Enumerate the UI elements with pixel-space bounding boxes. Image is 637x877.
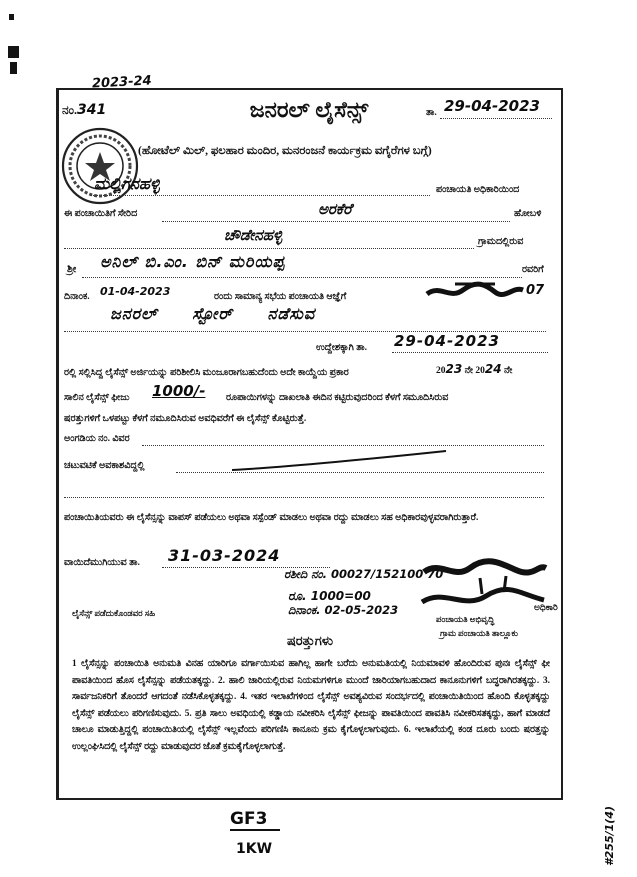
year-from-prefix: 20 (436, 366, 446, 376)
binding-mark (10, 62, 17, 74)
expiry-label: ವಾಯಿದೆಮುಗಿಯುವ ತಾ. (64, 558, 140, 568)
grant-text: ಷರತ್ತುಗಳಿಗೆ ಒಳಪಟ್ಟು ಕೆಳಗೆ ನಮೂದಿಸಿರುವ ಅವಧಿವರೆಗೆ ಈ ಲೈಸೆನ್ಸ್ ಕೊಟ್ಟಿರುತ್ತೆ. (64, 414, 307, 424)
office-code: GF3 (230, 810, 280, 831)
authority-text: ಪಂಚಾಯಿತಿಯವರು ಈ ಲೈಸೆನ್ಸನ್ನು ವಾಪಸ್ ಪಡೆಯಲು ಅಥವಾ ಸಸ್ಪೆಂಡ್ ಮಾಡಲು ಅಥವಾ ರದ್ದು ಮಾಡಲು ಸಹ ಅಧಿಕಾರವುಳ್ಳವರಾಗಿರುತ್ತಾರೆ. (64, 513, 479, 523)
number-label: ನಂ. (62, 103, 77, 117)
shop-label: ಅಂಗಡಿಯ ನಂ. ವಿವರ (64, 434, 130, 444)
business-purpose: ಜನರಲ್ ಸ್ಟೋರ್ ನಡೆಸುವ (110, 304, 316, 323)
year-from: 23 (445, 362, 463, 376)
office-seal (60, 126, 140, 206)
fee-label: ಸಾಲಿನ ಲೈಸೆನ್ಸ್ ಫೀಜು (64, 393, 130, 403)
stamp-line: ಗ್ರಾಮ ಪಂಚಾಯತಿ ತಾಲ್ಲೂಕು (440, 628, 518, 638)
application-date-rule (392, 352, 548, 353)
belonging-label: ಈ ಪಂಚಾಯಿತಿಗೆ ಸೇರಿದ (64, 209, 138, 219)
village-label: ಗ್ರಾಮದಲ್ಲಿರುವ (478, 237, 524, 247)
receipt-number: ರಶೀದಿ ನಂ. 00027/152100 70 (284, 567, 444, 581)
meeting-text: ರಂದು ಸಾಮಾನ್ಯ ಸಭೆಯ ಪಂಚಾಯತಿ ಆಜ್ಞೆಗೆ (214, 292, 347, 302)
hobli-rule (162, 221, 510, 222)
licensee-rule (82, 277, 522, 278)
expiry-date: 31-03-2024 (168, 546, 281, 565)
hobli-label: ಹೋಬಳಿ (514, 209, 542, 219)
conditions-heading: ಷರತ್ತುಗಳು (286, 633, 334, 648)
shop-rule (142, 445, 544, 446)
year-separator: ನೇ 20 (464, 366, 485, 376)
application-date: 29-04-2023 (394, 332, 500, 350)
shri-label: ಶ್ರೀ (67, 264, 77, 275)
margin-note: #255/1(4) (603, 806, 616, 866)
application-text: ರಲ್ಲಿ ಸಲ್ಲಿಸಿದ್ದ ಲೈಸೆನ್ಸ್ ಅರ್ಜಿಯನ್ನು ಪರಿಶೀಲಿಸಿ ಮಂಜೂರಾಗಬಹುದೆಂದು ಅದೇ ಕಾಯ್ದೆಯ ಪ್ರಕಾರ (64, 368, 349, 378)
meeting-date: 01-04-2023 (100, 285, 171, 298)
panchayat-officer-label: ಪಂಚಾಯತಿ ಅಧಿಕಾರಿಯಿಂದ (436, 185, 520, 195)
year-to: 24 (484, 362, 502, 376)
year-note: 2023-24 (91, 73, 152, 92)
office-sub: 1KW (236, 841, 273, 857)
issue-date-rule (440, 118, 552, 119)
panchayat-name: ಮಲ್ಲಿಗನಹಳ್ಳಿ (94, 174, 160, 193)
subtitle: (ಹೋಟೆಲ್ ಮಿಲ್, ಫಲಹಾರ ಮಂದಿರ, ಮನರಂಜನೆ ಕಾರ್ಯಕ್ರಮ ವಗೈರೆಗಳ ಬಗ್ಗೆ) (138, 145, 432, 157)
licensee-signature-label: ಲೈಸೆನ್ಸ್ ಪಡೆದುಕೊಂಡವರ ಸಹಿ (72, 608, 156, 618)
village-name: ಚೌಡೇನಹಳ್ಳಿ (224, 226, 283, 244)
panchayat-rule (90, 195, 430, 196)
activity-label: ಚಟುವಟಿಕೆ ಅವಕಾಶವಿದ್ದಲ್ಲಿ (64, 461, 145, 471)
binding-mark (8, 46, 19, 58)
to-label: ರವರಿಗೆ (522, 265, 544, 275)
number-value: 341 (77, 102, 107, 118)
fee-amount: 1000/- (152, 382, 206, 400)
blank-rule (64, 497, 544, 498)
licensee-name: ಅನಿಲ್ ಬಿ.ಎಂ. ಬಿನ್ ಮರಿಯಪ್ಪ (100, 252, 286, 271)
page-title: ಜನರಲ್ ಲೈಸೆನ್ಸ್ (249, 97, 369, 122)
receipt-amount: ರೂ. 1000=00 (288, 589, 371, 603)
resolution-number: 07 (526, 283, 545, 298)
fee-text: ರೂಪಾಯಿಗಳನ್ನು ದಾಖಲಾತಿ ಈದಿನ ಕಟ್ಟಿರುವುದರಿಂದ ಕೆಳಗೆ ಸಮೂದಿಸಿರುವ (226, 393, 449, 403)
license-years (436, 363, 552, 379)
resolution-scribble (425, 280, 525, 302)
year-suffix: ನೇ (503, 366, 513, 376)
purpose-label: ಉದ್ದೇಶಕ್ಕಾಗಿ ತಾ. (316, 343, 367, 353)
village-rule (64, 248, 474, 249)
date-label: ತಾ. (426, 108, 437, 118)
conditions-text: 1 ಲೈಸೆನ್ಸನ್ನು ಪಂಚಾಯಿತಿ ಅನುಮತಿ ವಿನಹ ಯಾರಿಗೂ ವರ್ಗಾಯಿಸುವ ಹಾಗಿಲ್ಲ ಹಾಗೇ ಬರೆದು ಅನುಮತಿಯಲ್ಲಿ ನಿಯಮಾವಳಿ ಹೊಂದಿರುವ ಪುನಃ ಲೈಸೆನ್ಸ್ ಫೀ ಪಾವತಿಯಿಂದ ಹೊಸ ಲೈಸೆನ್ಸನ್ನು ಪಡೆಯತಕ್ಕದ್ದು. 2. ಹಾಲಿ ಜಾರಿಯಲ್ಲಿರುವ ನಿಯಮಗಳಿಗೂ ಮುಂದೆ ಜಾರಿಯಾಗಬಹುದಾದ ಕಾನೂನುಗಳಿಗೆ ಬದ್ಧರಾಗಿರತಕ್ಕದ್ದು. 3. ಸಾರ್ವಜನಿಕರಿಗೆ ತೊಂದರೆ ಆಗದಂತೆ ನಡೆಸಿಕೊಳ್ಳತಕ್ಕದ್ದು. 4. ಇತರ ಇಲಾಖೆಗಳಿಂದ ಲೈಸೆನ್ಸ್ ಅವಶ್ಯವಿರುವ ಸಂದರ್ಭದಲ್ಲಿ ಪಂಚಾಯಿತಿಯಿಂದ ಹೊಂದಿ ಕೊಳ್ಳತಕ್ಕದ್ದು ಲೈಸೆನ್ಸ್ ಪಡೆಯಲು ಪರಿಗಣಿಸುವುದು. 5. ಪ್ರತಿ ಸಾಲು ಅವಧಿಯಲ್ಲಿ ಕಡ್ಡಾಯ ನವೀಕರಿಸಿ ಲೈಸೆನ್ಸ್ ಫೀಜನ್ನು ಪಾವತಿಯಿಂದ ಪಾವತಿಸಿ ನವೀಕರಿಸತಕ್ಕದ್ದು, ಹಾಗೆ ಮಾಡದೆ ಚಾಲೂ ಮಾಡುತ್ತಿದ್ದಲ್ಲಿ ಪಂಚಾಯಿತಿಯಲ್ಲಿ ಲೈಸೆನ್ಸ್ ಇಲ್ಲವೆಂದು ಪರಿಗಣಿಸಿ ಕಾನೂನು ಕ್ರಮ ಕೈಗೊಳ್ಳಲಾಗುವುದು. 6. ಇಲಾಖೆಯಲ್ಲಿ ಕಂಡ ದೂರು ಬಂದು ಷರತ್ತನ್ನು ಉಲ್ಲಂಘಿಸಿದಲ್ಲಿ ಲೈಸೆನ್ಸ್ ರದ್ದು ಮಾಡುವುದರ ಜೊತೆ ಕ್ರಮಕೈಗೊಳ್ಳಲಾಗುತ್ತೆ. (72, 659, 550, 752)
stamp-line: ಪಂಚಾಯತಿ ಅಭಿವೃದ್ಧಿ (436, 614, 495, 624)
officer-label: ಅಧಿಕಾರಿ (534, 602, 558, 612)
receipt-date: ದಿನಾಂಕ. 02-05-2023 (288, 603, 399, 617)
strike-scribble (230, 448, 450, 476)
license-number (62, 101, 132, 119)
issue-date: 29-04-2023 (444, 97, 540, 115)
binding-mark (9, 14, 14, 20)
meeting-date-label: ದಿನಾಂಕ. (64, 292, 90, 302)
hobli-name: ಅರಕೆರೆ (318, 200, 352, 218)
